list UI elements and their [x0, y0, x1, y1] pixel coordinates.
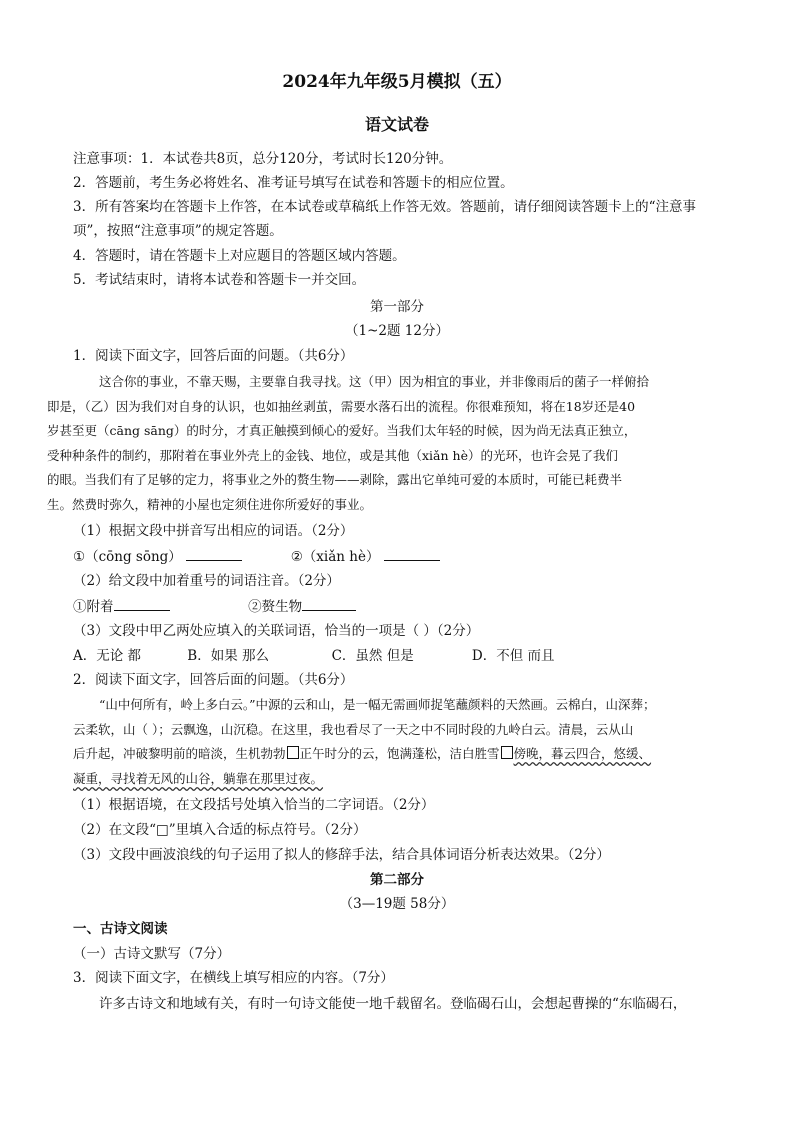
answer-blank[interactable] [302, 597, 356, 611]
passage-line: 即是，（乙）因为我们对自身的认识，也如抽丝剥茧，需要水落石出的流程。你很难预知，将在18岁还是40 [47, 398, 636, 414]
question-1-options [73, 647, 723, 665]
notice-line: 5．考试结束时，请将本试卷和答题卡一并交回。 [73, 272, 366, 288]
part-two-heading: 第二部分 [370, 872, 424, 888]
exam-title: 2024年九年级5月模拟（五） [282, 72, 512, 92]
punctuation-box[interactable] [287, 746, 299, 759]
pinyin-prompt-b: ②（xiǎn hè） [290, 549, 380, 565]
pinyin-prompt-a: ①（cōng sōng） [73, 549, 182, 565]
section-heading: 一、古诗文阅读 [73, 921, 168, 937]
section-subheading: （一）古诗文默写（7分） [73, 946, 231, 962]
question-1-sub-3: （3）文段中甲乙两处应填入的关联词语，恰当的一项是（ ）（2分） [73, 623, 480, 639]
question-2-stem: 2．阅读下面文字，回答后面的问题。（共6分） [73, 672, 354, 688]
exam-subject: 语文试卷 [364, 115, 429, 134]
question-1-sub-1: （1）根据文段中拼音写出相应的词语。（2分） [73, 523, 354, 539]
wavy-underlined-sentence: 凝重，寻找着无风的山谷，躺靠在那里过夜。 [73, 771, 324, 787]
passage-line: 云柔软，山（ ）；云飘逸，山沉稳。在这里，我也看尽了一天之中不同时段的九岭白云。清晨，云从山 [73, 721, 634, 737]
passage-line: 正午时分的云，饱满蓬松，洁白胜雪 [299, 746, 500, 762]
question-1-stem: 1．阅读下面文字，回答后面的问题。（共6分） [73, 348, 354, 364]
part-one-heading: 第一部分 [370, 299, 424, 315]
answer-blank[interactable] [114, 597, 170, 611]
notice-line: 4．答题时，请在答题卡上对应题目的答题区域内答题。 [73, 248, 406, 264]
passage-line: 的眼。当我们有了足够的定力，将事业之外的赘生物——剥除，露出它单纯可爱的本质时，可能已耗费半 [47, 472, 623, 487]
question-2-sub-1: （1）根据语境，在文段括号处填入恰当的二字词语。（2分） [73, 797, 435, 813]
passage-line: 后升起，冲破黎明前的暗淡，生机勃勃 [73, 746, 286, 762]
question-2-sub-3: （3）文段中画波浪线的句子运用了拟人的修辞手法，结合具体词语分析表达效果。（2分） [73, 847, 610, 863]
word-prompt-a: ①附着 [73, 599, 114, 615]
notice-line: 2．答题前，考生务必将姓名、准考证号填写在试卷和答题卡的相应位置。 [73, 175, 514, 191]
passage-line: “山中何所有，岭上多白云。”中源的云和山，是一幅无需画师捉笔蘸颜料的天然画。云棉白，山深葬； [99, 697, 656, 712]
option-a[interactable]: A．无论 都 [73, 648, 142, 664]
passage-line: 生。然费时弥久，精神的小屋也定须住进你所爱好的事业。 [47, 496, 373, 512]
answer-blank[interactable] [186, 547, 242, 561]
part-two-range: （3—19题 58分） [339, 896, 455, 912]
question-3-stem: 3．阅读下面文字，在横线上填写相应的内容。（7分） [73, 970, 394, 986]
question-1-sub-2: （2）给文段中加着重号的词语注音。（2分） [73, 573, 340, 589]
notice-line: 3．所有答案均在答题卡上作答，在本试卷或草稿纸上作答无效。答题前，请仔细阅读答题卡上的“注意事 [73, 199, 696, 215]
punctuation-box[interactable] [501, 746, 513, 759]
question-3-text: 许多古诗文和地域有关，有时一句诗文能使一地千载留名。登临碣石山，会想起曹操的“东临碣石， [99, 996, 687, 1012]
notice-line: 注意事项：1．本试卷共8页，总分120分，考试时长120分钟。 [73, 151, 453, 167]
option-d[interactable]: D．不但 而且 [471, 648, 555, 664]
part-one-range: （1~2题 12分） [345, 323, 449, 339]
wavy-underlined-sentence: 傍晚，暮云四合，悠缓、 [513, 746, 652, 762]
word-prompt-b: ②赘生物 [248, 599, 303, 615]
answer-blank[interactable] [384, 547, 440, 561]
question-2-passage [73, 693, 723, 792]
passage-line: 受种种条件的制约，那附着在事业外壳上的金钱、地位，或是其他（xiǎn hè）的光环，也许会晃了我们 [47, 447, 618, 463]
passage-line: 这合你的事业，不靠天赐，主要靠自我寻找。这（甲）因为相宜的事业，并非像雨后的菌子一样俯拾 [99, 374, 650, 389]
question-1-passage [47, 370, 723, 517]
notice-line: 项”，按照“注意事项”的规定答题。 [73, 223, 283, 239]
question-2-sub-2: （2）在文段“□”里填入合适的标点符号。（2分） [73, 822, 367, 838]
option-b[interactable]: B．如果 那么 [187, 648, 270, 664]
question-1-sub-1-answers [73, 547, 723, 566]
option-c[interactable]: C．虽然 但是 [331, 648, 414, 664]
passage-line: 岁甚至更（cāng sāng）的时分，才真正触摸到倾心的爱好。当我们太年轻的时候，因为尚无法真正独立， [47, 423, 637, 438]
question-1-sub-2-answers [73, 597, 723, 616]
